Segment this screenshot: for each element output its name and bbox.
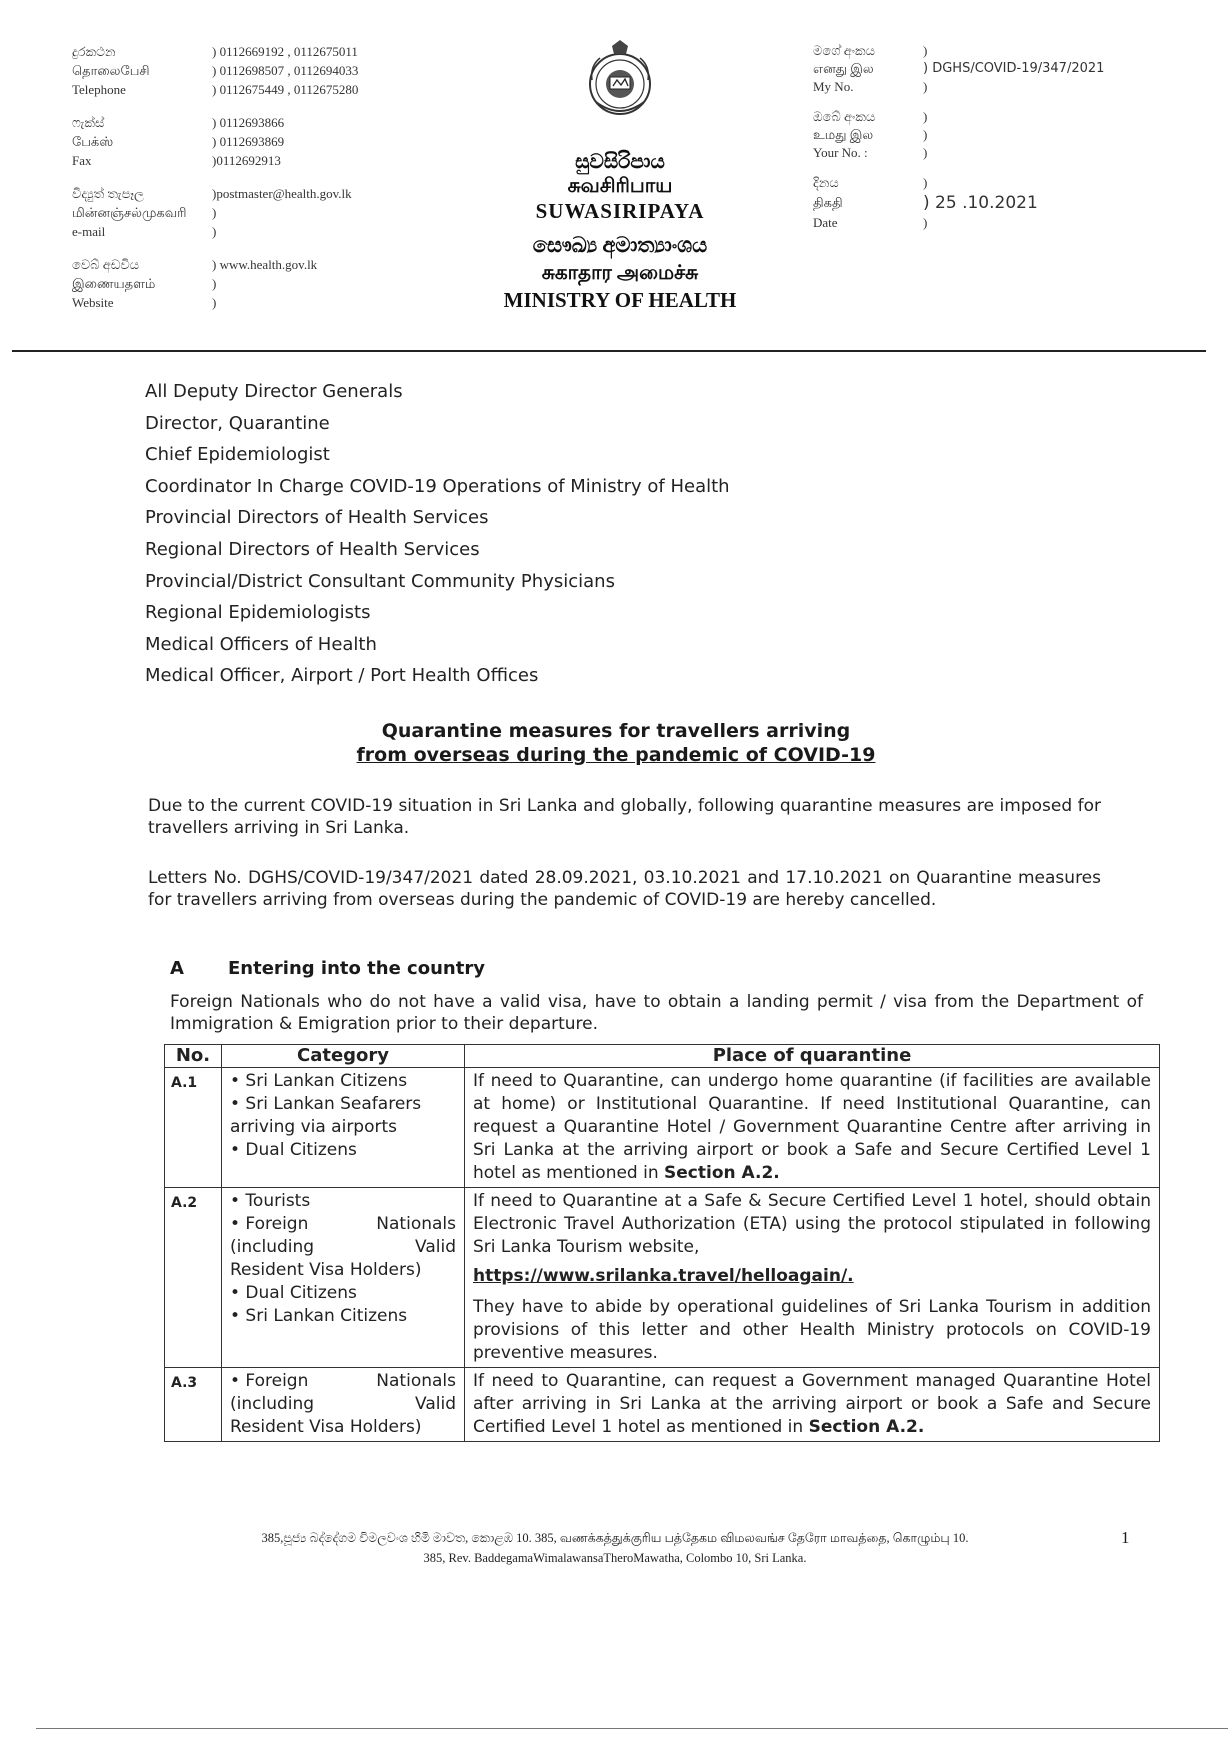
footer-address <box>150 1528 1080 1568</box>
page-number: 1 <box>1121 1528 1130 1547</box>
email-label-en: e-mail <box>72 224 106 239</box>
title-line-2: from overseas during the pandemic of COVID-19 <box>356 744 876 766</box>
category-item <box>230 1393 456 1416</box>
header-category: Category <box>222 1045 465 1068</box>
fax-label-en: Fax <box>72 153 92 168</box>
footer-address-local: 385,පූජ්‍ය බද්දේගම විමලවංශ හිමි මාවත, කොළඹ 10. 385, வணக்கத்துக்குரிய பத்தேகம விமலவங்ச தேரோ மாவத்தை, கொழும்பு 10. <box>261 1531 969 1545</box>
scan-edge-line <box>36 1728 1228 1729</box>
place-text-2: They have to abide by operational guidelines of Sri Lanka Tourism in addition provisions of this letter and other Health Ministry protocols on COVID-19 preventive measures. <box>473 1297 1151 1363</box>
telephone-value: ) 0112698507 , 0112694033 <box>212 63 359 78</box>
website-label-ta: இணையதளம் <box>72 276 156 291</box>
category-cell <box>222 1368 465 1442</box>
section-reference: Section A.2. <box>808 1417 925 1437</box>
reference-block <box>813 42 1104 244</box>
category-word: • Foreign <box>230 1371 309 1391</box>
category-item: • Tourists <box>230 1191 311 1211</box>
category-item <box>230 1213 456 1236</box>
category-cell <box>222 1188 465 1368</box>
category-item: • Sri Lankan Citizens <box>230 1306 408 1326</box>
email-value: ) <box>212 224 217 239</box>
category-item: • Dual Citizens <box>230 1140 357 1160</box>
website-value: ) www.health.gov.lk <box>212 257 318 272</box>
recipient-item: Director, Quarantine <box>145 412 330 434</box>
header-place: Place of quarantine <box>465 1045 1160 1068</box>
recipient-item: Regional Epidemiologists <box>145 602 371 624</box>
my-no-group <box>813 42 1104 96</box>
category-cell <box>222 1068 465 1188</box>
place-text: If need to Quarantine, can undergo home quarantine (if facilities are available at home) or Institutional Quarantine. If need Institutional Quarantine, can request a Quarantine Hotel / Government Quarantine Centre after arriving in Sri Lanka at the arriving airport or book a Safe and Secure Certified Level 1 hotel as mentioned in <box>473 1071 1151 1183</box>
category-item: • Dual Citizens <box>230 1283 357 1303</box>
quarantine-table <box>164 1044 1160 1442</box>
your-no-label-en: Your No. : <box>813 145 868 160</box>
your-no-label-ta: உமது இல <box>813 127 874 142</box>
place-text: If need to Quarantine, can request a Government managed Quarantine Hotel after arriving in Sri Lanka at the arriving airport or book a Safe and Secure Certified Level 1 hotel as mentioned in <box>473 1371 1151 1437</box>
your-no-value: ) <box>923 109 928 124</box>
header-no: No. <box>165 1045 222 1068</box>
link-url[interactable]: https://www.srilanka.travel/helloagain/ <box>473 1266 848 1286</box>
my-no-label-en: My No. <box>813 79 854 94</box>
place-cell <box>465 1368 1160 1442</box>
row-number: A.2 <box>165 1188 222 1368</box>
row-number: A.1 <box>165 1068 222 1188</box>
telephone-label-ta: தொலைபேசி <box>72 63 150 78</box>
category-item: arriving via airports <box>230 1117 398 1137</box>
my-no-label-ta: எனது இல <box>813 61 874 76</box>
recipient-item: Chief Epidemiologist <box>145 444 330 466</box>
your-no-value: ) <box>923 145 928 160</box>
your-no-value: ) <box>923 127 928 142</box>
table-row <box>165 1068 1160 1188</box>
section-letter: A <box>170 958 184 979</box>
category-item: • Sri Lankan Citizens <box>230 1071 408 1091</box>
website-label-si: වෙබ් අඩවිය <box>72 257 140 272</box>
footer-address-en: 385, Rev. BaddegamaWimalawansaTheroMawatha, Colombo 10, Sri Lanka. <box>423 1551 807 1565</box>
telephone-label-si: දුරකථන <box>72 44 116 59</box>
category-item: Resident Visa Holders) <box>230 1260 422 1280</box>
category-word: (including <box>230 1237 315 1257</box>
letter-title <box>150 719 1082 767</box>
your-no-group <box>813 108 1104 162</box>
recipient-item: Provincial/District Consultant Community Physicians <box>145 570 615 592</box>
category-item <box>230 1370 456 1393</box>
fax-label-ta: பேக்ஸ் <box>72 134 114 149</box>
fax-value: ) 0112693866 <box>212 115 285 130</box>
ministry-header <box>430 150 810 314</box>
website-value: ) <box>212 295 217 310</box>
my-no-label-si: මගේ අංකය <box>813 43 875 58</box>
recipient-item: Medical Officers of Health <box>145 633 377 655</box>
date-group <box>813 174 1104 232</box>
section-title: Entering into the country <box>228 958 485 979</box>
sri-lanka-emblem-icon <box>586 40 654 120</box>
telephone-label-en: Telephone <box>72 82 126 97</box>
website-label-en: Website <box>72 295 114 310</box>
recipient-item: Medical Officer, Airport / Port Health Offices <box>145 665 539 687</box>
email-value: )postmaster@health.gov.lk <box>212 186 352 201</box>
category-item: Resident Visa Holders) <box>230 1417 422 1437</box>
section-reference: Section A.2. <box>664 1163 780 1183</box>
category-word: • Foreign <box>230 1214 309 1234</box>
place-cell <box>465 1188 1160 1368</box>
place-cell <box>465 1068 1160 1188</box>
telephone-value: ) 0112675449 , 0112675280 <box>212 82 359 97</box>
header-divider <box>12 350 1206 352</box>
recipient-item: Regional Directors of Health Services <box>145 538 480 560</box>
ministry-name-ta: சுகாதார அமைச்சு <box>541 262 699 284</box>
building-name-ta: சுவசிரிபாய <box>567 175 673 197</box>
table-row <box>165 1188 1160 1368</box>
fax-group <box>72 113 358 170</box>
my-no-value: ) <box>923 79 928 94</box>
row-number: A.3 <box>165 1368 222 1442</box>
website-value: ) <box>212 276 217 291</box>
email-group <box>72 184 358 241</box>
cancellation-paragraph: Letters No. DGHS/COVID-19/347/2021 dated 28.09.2021, 03.10.2021 and 17.10.2021 on Quarantine measures for travellers arriving from overseas during the pandemic of COVID-19 are hereby cancelled. <box>148 868 1101 910</box>
place-text: If need to Quarantine at a Safe & Secure Certified Level 1 hotel, should obtain Electronic Travel Authorization (ETA) using the protocol stipulated in following Sri Lanka Tourism website, <box>473 1191 1151 1257</box>
recipient-item: All Deputy Director Generals <box>145 381 403 402</box>
recipient-item: Provincial Directors of Health Services <box>145 507 489 529</box>
section-a-intro: Foreign Nationals who do not have a valid visa, have to obtain a landing permit / visa from the Department of Immigration & Emigration prior to their departure. <box>170 992 1143 1034</box>
recipient-item: Coordinator In Charge COVID-19 Operations of Ministry of Health <box>145 475 730 497</box>
tourism-website-link[interactable] <box>473 1265 1151 1288</box>
ministry-name-en: MINISTRY OF HEALTH <box>503 288 737 312</box>
date-label-ta: திகதி <box>813 195 843 210</box>
category-item <box>230 1236 456 1259</box>
link-suffix: . <box>847 1266 854 1286</box>
ministry-name-si: සෞඛ්‍ය අමාත්‍යාංශය <box>532 233 708 257</box>
building-name-si: සුවසිරිපාය <box>575 151 665 173</box>
category-word: Nationals <box>376 1371 456 1391</box>
fax-label-si: ෆැක්ස් <box>72 115 105 130</box>
fax-value: ) 0112693869 <box>212 134 285 149</box>
category-word: Valid <box>415 1394 456 1414</box>
email-value: ) <box>212 205 217 220</box>
building-name-en: SUWASIRIPAYA <box>535 199 705 223</box>
recipient-list <box>145 376 730 692</box>
category-word: Nationals <box>376 1214 456 1234</box>
date-value: ) <box>923 215 928 230</box>
contact-block <box>72 42 358 326</box>
date-value: ) 25 .10.2021 <box>923 193 1038 213</box>
telephone-group <box>72 42 358 99</box>
table-row <box>165 1368 1160 1442</box>
email-label-ta: மின்னஞ்சல்முகவரி <box>72 205 187 220</box>
telephone-value: ) 0112669192 , 0112675011 <box>212 44 358 59</box>
category-word: (including <box>230 1394 315 1414</box>
category-word: Valid <box>415 1237 456 1257</box>
intro-paragraph: Due to the current COVID-19 situation in Sri Lanka and globally, following quarantine measures are imposed for travellers arriving in Sri Lanka. <box>148 796 1101 838</box>
title-line-1: Quarantine measures for travellers arriving <box>381 720 851 742</box>
section-a-heading <box>170 958 485 979</box>
date-value: ) <box>923 175 928 190</box>
date-label-si: දිනය <box>813 175 839 190</box>
date-label-en: Date <box>813 215 838 230</box>
my-no-value: ) <box>923 43 928 58</box>
website-group <box>72 255 358 312</box>
email-label-si: විද්‍යුත් තැපෑල <box>72 186 144 201</box>
my-no-value: ) DGHS/COVID-19/347/2021 <box>923 61 1105 76</box>
your-no-label-si: ඔබේ අංකය <box>813 109 876 124</box>
fax-value: )0112692913 <box>212 153 281 168</box>
category-item: • Sri Lankan Seafarers <box>230 1094 422 1114</box>
